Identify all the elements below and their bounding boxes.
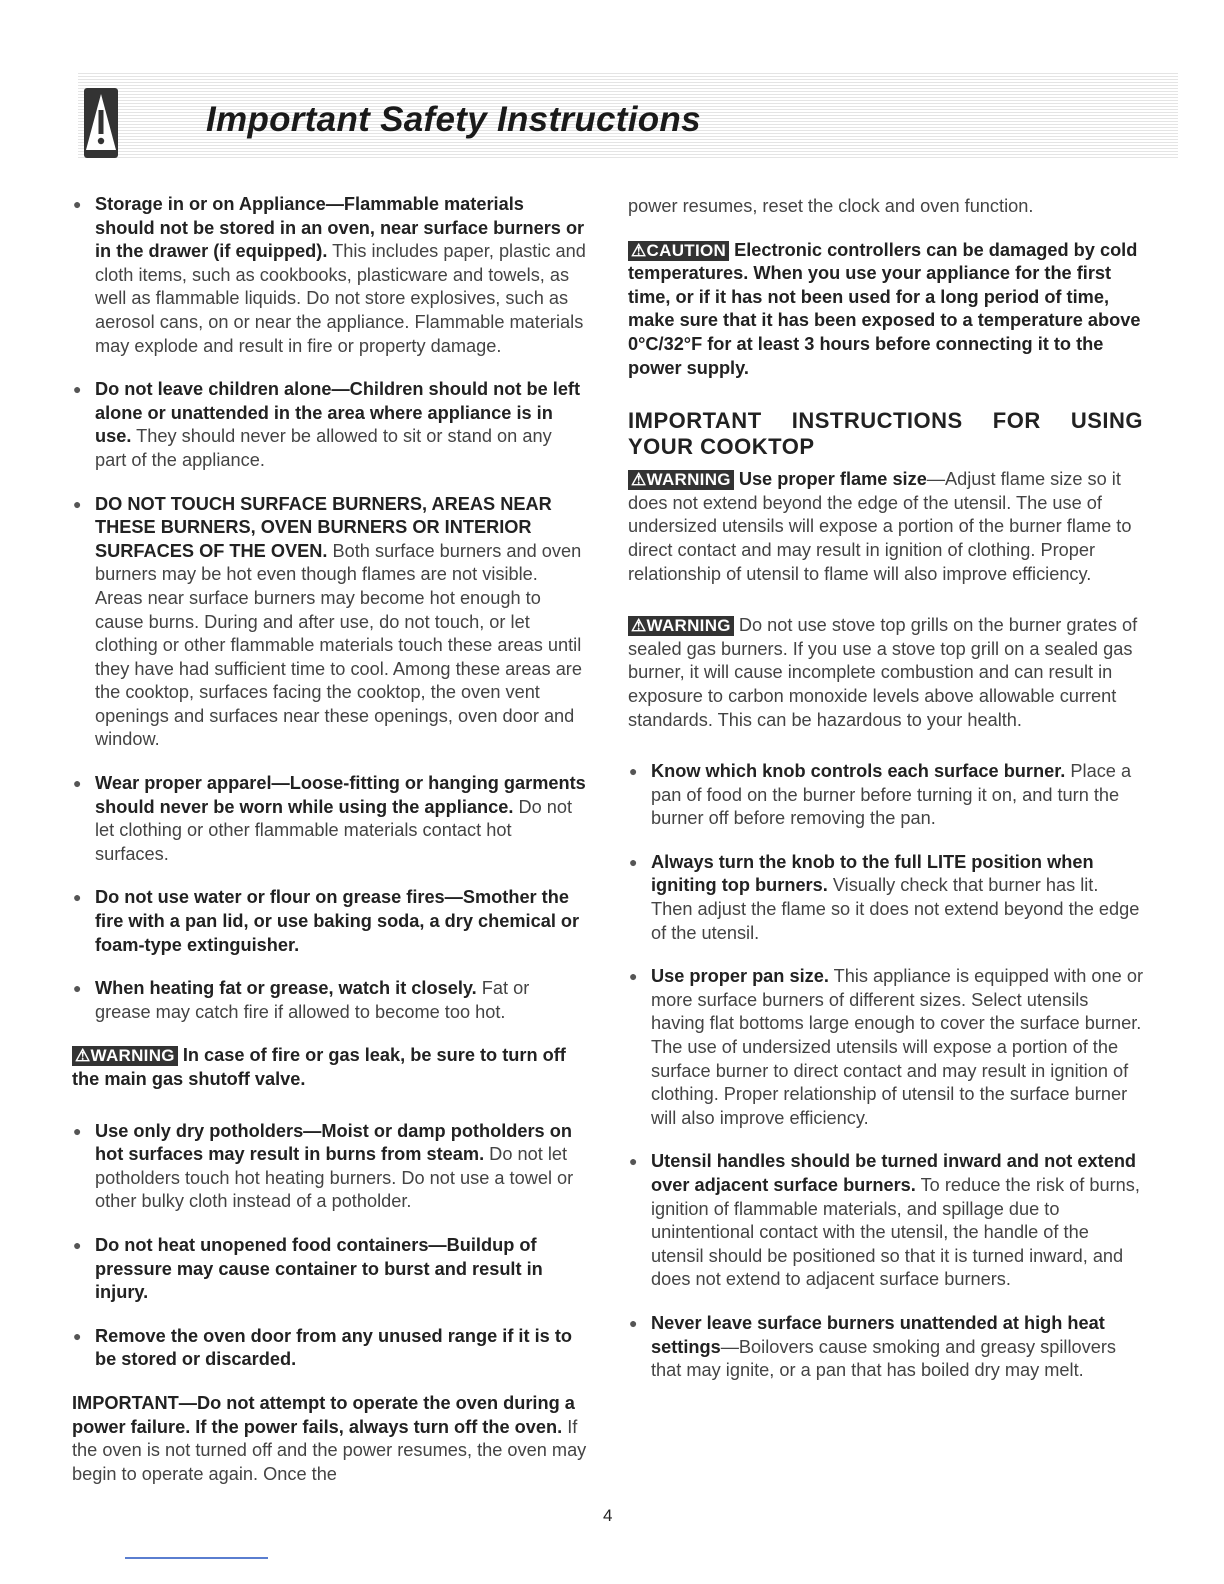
bullet-icon: ● bbox=[629, 1153, 638, 1170]
body-text: Do not use stove top grills on the burner grates of sealed gas burners. If you use a stove top grill on a sealed gas burner, it will cause incomplete combustion and can result in exposure to carbon monoxide levels above allowable current standards. This can be hazardous to your health. bbox=[628, 615, 1138, 730]
bullet-item bbox=[72, 1325, 587, 1372]
bold-text: Remove the oven door from any unused range if it is to be stored or discarded. bbox=[95, 1325, 572, 1370]
bold-text: In case of fire or gas leak, be sure to turn off the main gas shutoff valve. bbox=[72, 1045, 566, 1089]
bold-text: Wear proper apparel—Loose-fitting or hanging garments should never be worn while using the appliance. bbox=[95, 773, 586, 817]
bold-text: When heating fat or grease, watch it closely. bbox=[95, 978, 477, 999]
bullet-icon: ● bbox=[73, 196, 82, 212]
bullet-icon: ● bbox=[629, 853, 638, 870]
bold-text: Storage in or on Appliance—Flammable materials should not be stored in an oven, near surface burners or in the drawer (if equipped). bbox=[95, 194, 585, 262]
bullet-icon: ● bbox=[73, 889, 82, 906]
bold-text: Do not use water or flour on grease fires—Smother the fire with a pan lid, or use baking soda, a dry chemical or foam-type extinguisher. bbox=[95, 887, 580, 955]
warning-triangle-icon bbox=[84, 88, 118, 158]
bullet-icon: ● bbox=[629, 1314, 638, 1331]
bold-text: DO NOT TOUCH SURFACE BURNERS, AREAS NEAR THESE BURNERS, OVEN BURNERS OR INTERIOR SURFACES OF THE OVEN. bbox=[95, 493, 552, 561]
bullet-icon: ● bbox=[73, 1327, 82, 1344]
safety-notice bbox=[72, 1044, 587, 1091]
bold-text: Electronic controllers can be damaged by cold temperatures. When you use your appliance for the first time, or if it has not been used for a long period of time, make sure that it has been exposed to a temperature above 0°C/32°F for at least 3 hours before connecting it to the power supply. bbox=[628, 239, 1141, 378]
bold-text: IMPORTANT—Do not attempt to operate the oven during a power failure. If the power fails, always turn off the oven. bbox=[72, 1392, 575, 1437]
bold-text: Use only dry potholders—Moist or damp potholders on hot surfaces may result in burns from steam. bbox=[95, 1120, 572, 1165]
left-column bbox=[72, 193, 587, 1506]
body-text: To reduce the risk of burns, ignition of flammable materials, and spillage due to unintentional contact with the utensil, the handle of the utensil should be positioned so that it is turned inward, and does not extend to adjacent surface burners. bbox=[651, 1175, 1140, 1290]
notice-badge: ⚠WARNING bbox=[628, 616, 734, 636]
bullet-item bbox=[72, 193, 587, 358]
bullet-item bbox=[72, 977, 587, 1024]
notice-badge: ⚠CAUTION bbox=[628, 241, 729, 261]
footer-rule bbox=[125, 1557, 268, 1559]
bullet-item bbox=[628, 1312, 1143, 1383]
bullet-icon: ● bbox=[73, 495, 82, 512]
body-text: They should never be allowed to sit or stand on any part of the appliance. bbox=[95, 426, 552, 470]
body-text: Do not let potholders touch hot heating burners. Do not use a towel or other bulky cloth instead of a potholder. bbox=[95, 1144, 574, 1212]
bold-text: Always turn the knob to the full LITE position when igniting top burners. bbox=[651, 851, 1094, 896]
bullet-item bbox=[72, 1120, 587, 1214]
body-text: This includes paper, plastic and cloth items, such as cookbooks, plasticware and towels, as well as flammable liquids. Do not store explosives, such as aerosol cans, on or near the appliance. Flammable materials may explode and result in fire or property damage. bbox=[95, 241, 586, 356]
safety-notice bbox=[628, 239, 1143, 381]
bold-text: Never leave surface burners unattended at high heat settings bbox=[651, 1312, 1105, 1357]
body-text: Both surface burners and oven burners may be hot even though flames are not visible. Areas near surface burners may become hot enough to cause burns. During and after use, do not touch, or let clothing or other flammable materials touch these areas until they have had sufficient time to cool. Among these areas are the cooktop, surfaces facing the cooktop, the oven vent openings and surfaces near these openings, oven door and window. bbox=[95, 540, 582, 750]
right-column bbox=[628, 195, 1143, 1403]
body-text: —Boilovers cause smoking and greasy spillovers that may ignite, or a pan that has boiled dry may melt. bbox=[651, 1336, 1116, 1381]
page-number: 4 bbox=[603, 1506, 613, 1525]
safety-notice bbox=[628, 468, 1143, 586]
bold-text: Utensil handles should be turned inward and not extend over adjacent surface burners. bbox=[651, 1151, 1137, 1195]
body-text: Place a pan of food on the burner before turning it on, and turn the burner off before removing the pan. bbox=[651, 761, 1132, 829]
bold-text: Do not heat unopened food containers—Buildup of pressure may cause container to burst and result in injury. bbox=[95, 1234, 543, 1303]
bullet-item bbox=[628, 851, 1143, 945]
bullet-icon: ● bbox=[73, 775, 82, 792]
body-text: Do not let clothing or other flammable materials contact hot surfaces. bbox=[95, 796, 573, 864]
bold-text: Know which knob controls each surface burner. bbox=[651, 761, 1066, 782]
bullet-item bbox=[72, 886, 587, 957]
bold-text: Use proper pan size. bbox=[651, 966, 829, 987]
bullet-icon: ● bbox=[629, 968, 638, 985]
body-text: power resumes, reset the clock and oven function. bbox=[628, 196, 1034, 216]
bullet-item bbox=[628, 965, 1143, 1130]
bold-text: Use proper flame size bbox=[738, 469, 927, 490]
bullet-item bbox=[72, 378, 587, 472]
body-text: —Adjust flame size so it does not extend beyond the edge of the utensil. The use of undersized utensils will expose a portion of the burner flame to direct contact and may result in ignition of clothing. Proper relationship of utensil to flame will also improve efficiency. bbox=[628, 469, 1132, 584]
body-text: This appliance is equipped with one or more surface burners of different sizes. Select utensils having flat bottoms large enough to cover the surface burner. The use of undersized utensils will expose a portion of the surface burner to direct contact and may result in ignition of clothing. Proper relationship of utensil to the surface burner will also improve efficiency. bbox=[651, 966, 1143, 1128]
section-heading: IMPORTANT INSTRUCTIONS FOR USING YOUR COOKTOP bbox=[628, 408, 1143, 460]
body-text: Visually check that burner has lit. Then adjust the flame so it does not extend beyond the edge of the utensil. bbox=[651, 875, 1140, 943]
paragraph bbox=[72, 1392, 587, 1486]
notice-badge: ⚠WARNING bbox=[72, 1046, 178, 1066]
body-text: Fat or grease may catch fire if allowed to become too hot. bbox=[95, 978, 530, 1022]
bullet-item bbox=[628, 1150, 1143, 1292]
paragraph bbox=[628, 195, 1143, 219]
bullet-icon: ● bbox=[73, 381, 82, 398]
bullet-icon: ● bbox=[73, 980, 82, 997]
bullet-item bbox=[72, 1234, 587, 1305]
body-text: If the oven is not turned off and the power resumes, the oven may begin to operate again. Once the bbox=[72, 1416, 587, 1484]
bullet-icon: ● bbox=[73, 1122, 82, 1139]
bullet-icon: ● bbox=[73, 1236, 82, 1253]
bullet-item bbox=[628, 760, 1143, 831]
bold-text: Do not leave children alone—Children should not be left alone or unattended in the area where appliance is in use. bbox=[95, 379, 581, 447]
notice-badge: ⚠WARNING bbox=[628, 470, 734, 490]
safety-notice bbox=[628, 614, 1143, 732]
bullet-item bbox=[72, 493, 587, 753]
bullet-item bbox=[72, 772, 587, 866]
bullet-icon: ● bbox=[629, 763, 638, 780]
page-title: Important Safety Instructions bbox=[206, 100, 701, 139]
